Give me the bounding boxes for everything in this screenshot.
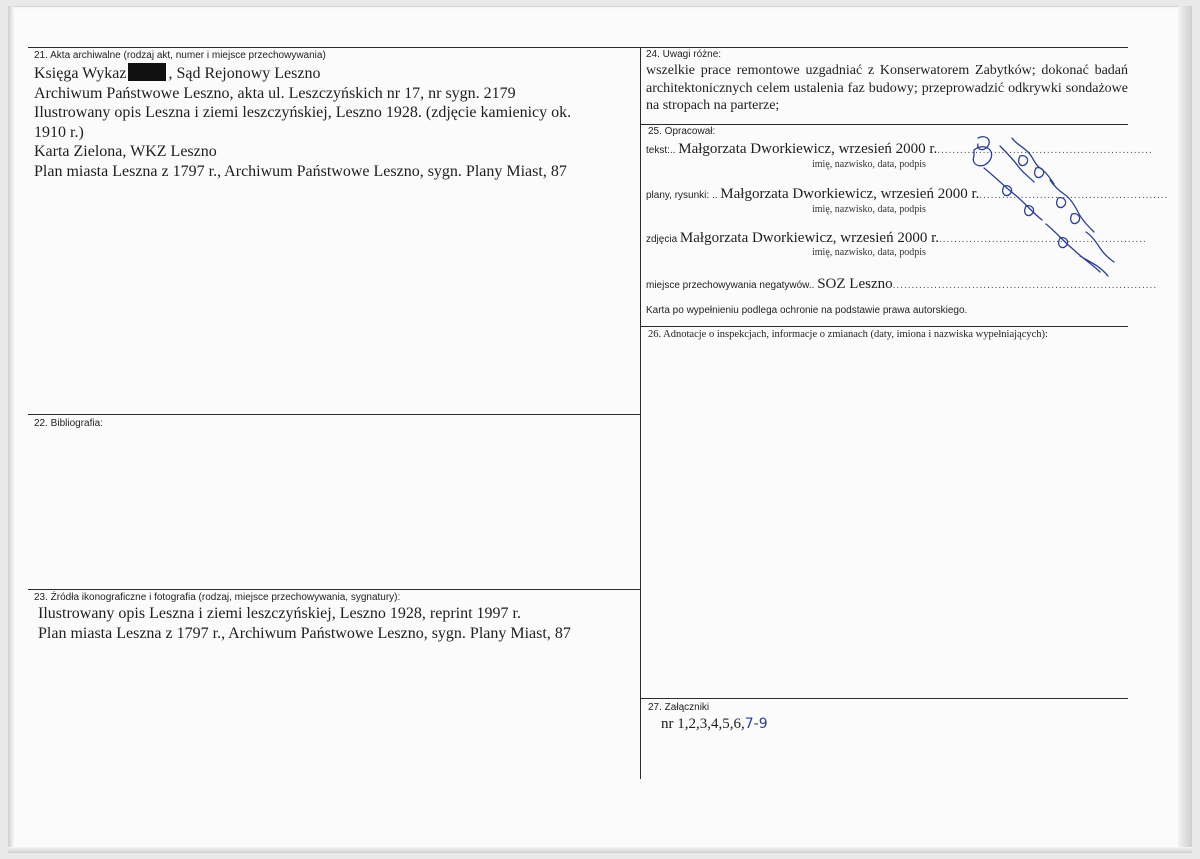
- author-row-plans-caption: imię, nazwisko, data, podpis: [812, 204, 926, 215]
- author-row-photos-caption: imię, nazwisko, data, podpis: [812, 247, 926, 258]
- section-22-label: 22. Bibliografia:: [34, 418, 103, 429]
- section-23-line-1: Ilustrowany opis Leszna i ziemi leszczyńskiej, Leszno 1928, reprint 1997 r.: [38, 605, 521, 622]
- section-24-text: wszelkie prace remontowe uzgadniać z Konserwatorem Zabytków; dokonać badań architektonicznych celem ustalenia faz budowy; przeprowadzić odkrywki sondażowe na stropach na parterze;: [646, 63, 1128, 113]
- author-row-plans-value: Małgorzata Dworkiewicz, wrzesień 2000 r.: [720, 186, 980, 202]
- section-21-line-1: [34, 63, 571, 84]
- scan-edge-right: [1178, 6, 1192, 853]
- author-row-plans-key: plany, rysunki: ..: [646, 190, 718, 201]
- redaction-box: [128, 63, 166, 81]
- dotted-leader: ......................................................................: [892, 280, 1158, 291]
- section-27-label: 27. Załączniki: [648, 702, 710, 713]
- scan-edge-left: [8, 6, 14, 853]
- scan-edge-bottom: [8, 847, 1192, 853]
- divider-s26: [640, 326, 1128, 327]
- section-25-label: 25. Opracował:: [648, 126, 716, 137]
- section-21-line-6: Plan miasta Leszna z 1797 r., Archiwum Państwowe Leszno, sygn. Plany Miast, 87: [34, 162, 567, 180]
- handwritten-signature: [960, 128, 1130, 298]
- divider-s25: [640, 124, 1128, 125]
- negatives-value: SOZ Leszno: [817, 276, 893, 292]
- section-21-line-3: Ilustrowany opis Leszna i ziemi leszczyńskiej, Leszno 1928. (zdjęcie kamienicy ok.: [34, 104, 572, 121]
- divider-top-left: [28, 47, 640, 48]
- section-21-line-4: 1910 r.): [34, 123, 84, 141]
- author-row-photos-value: Małgorzata Dworkiewicz, wrzesień 2000 r.: [679, 230, 939, 246]
- divider-s23: [28, 589, 640, 590]
- section-23-body: [38, 604, 571, 643]
- section-23-line-2: Plan miasta Leszna z 1797 r., Archiwum Państwowe Leszno, sygn. Plany Miast, 87: [38, 624, 571, 642]
- section-26-label: 26. Adnotacje o inspekcjach, informacje o zmianach (daty, imiona i nazwiska wypełniających):: [648, 329, 1048, 340]
- section-24-label: 24. Uwagi różne:: [646, 49, 722, 60]
- dotted-leader: ..................................................: [979, 190, 1169, 201]
- column-divider: [640, 47, 641, 779]
- copyright-note: Karta po wypełnieniu podlega ochronie na podstawie prawa autorskiego.: [646, 305, 968, 316]
- section-21-body: [34, 63, 571, 181]
- section-21-label: 21. Akta archiwalne (rodzaj akt, numer i miejsce przechowywania): [34, 50, 326, 61]
- section-23-label: 23. Źródła ikonograficzne i fotografia (rodzaj, miejsce przechowywania, sygnatury):: [34, 592, 401, 603]
- author-row-text-key: tekst:..: [646, 145, 676, 156]
- divider-top-right: [640, 47, 1128, 48]
- author-row-text-value: Małgorzata Dworkiewicz, wrzesień 2000 r.: [678, 141, 938, 157]
- author-row-photos-key: zdjęcia: [646, 234, 678, 245]
- divider-s27: [640, 698, 1128, 699]
- section-21-line-5: Karta Zielona, WKZ Leszno: [34, 143, 217, 160]
- section-21-line-1-start: Księga Wykaz: [34, 65, 127, 82]
- section-21-line-1-end: , Sąd Rejonowy Leszno: [168, 65, 321, 82]
- attachments-list: [661, 716, 768, 733]
- section-21-line-2: Archiwum Państwowe Leszno, akta ul. Leszczyńskich nr 17, nr sygn. 2179: [34, 84, 516, 102]
- attachments-value: nr 1,2,3,4,5,6,: [661, 716, 745, 732]
- author-row-text-caption: imię, nazwisko, data, podpis: [812, 159, 926, 170]
- negatives-key: miejsce przechowywania negatywów..: [646, 280, 815, 291]
- attachments-handwritten: 7-9: [744, 716, 768, 732]
- divider-s22: [28, 414, 640, 415]
- dotted-leader: .......................................................: [939, 234, 1147, 245]
- dotted-leader: .........................................................: [937, 145, 1153, 156]
